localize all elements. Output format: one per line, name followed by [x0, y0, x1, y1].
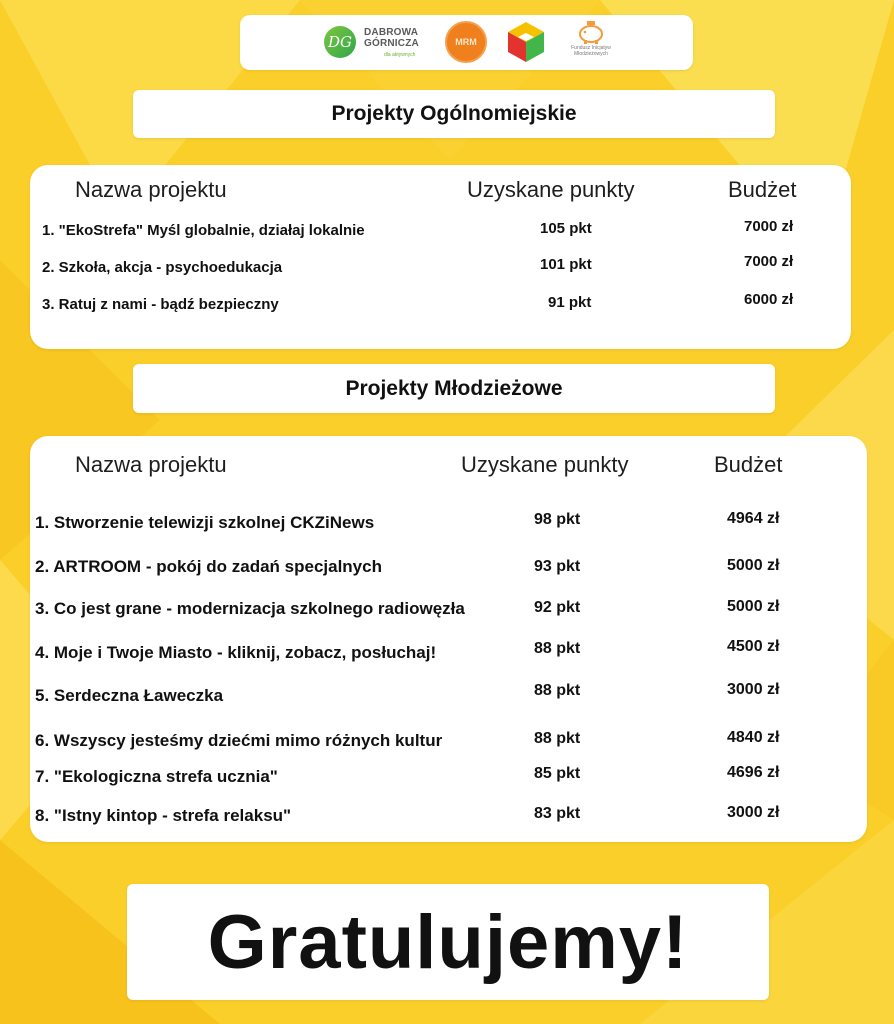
project-budget: 3000 zł	[727, 804, 780, 821]
project-points: 92 pkt	[534, 599, 581, 616]
project-budget: 5000 zł	[727, 557, 780, 574]
piggy-bank-icon	[576, 19, 606, 45]
citywide-projects-table	[30, 165, 851, 349]
project-name: 4. Moje i Twoje Miasto - kliknij, zobacz, posłuchaj!	[35, 643, 437, 662]
youth-projects-table	[30, 436, 867, 842]
project-name: 1. "EkoStrefa" Myśl globalnie, działaj lokalnie	[42, 222, 365, 239]
project-budget: 4696 zł	[727, 764, 780, 781]
project-points: 88 pkt	[534, 730, 581, 747]
column-header-points: Uzyskane punkty	[461, 452, 629, 477]
column-header-budget: Budżet	[728, 177, 797, 202]
project-budget: 7000 zł	[744, 253, 794, 270]
logos-bar	[240, 15, 693, 70]
mrm-logo: MRM	[445, 21, 487, 63]
project-budget: 4964 zł	[727, 510, 780, 527]
fund-wordmark: Fundusz Inicjatyw Młodzieżowych	[571, 45, 611, 57]
project-name: 6. Wszyscy jesteśmy dziećmi mimo różnych kultur	[35, 731, 443, 750]
dabrowa-gornicza-logo: DG	[324, 26, 356, 58]
project-name: 8. "Istny kintop - strefa relaksu"	[35, 806, 292, 825]
project-budget: 5000 zł	[727, 598, 780, 615]
project-name: 5. Serdeczna Ławeczka	[35, 686, 224, 705]
column-header-name: Nazwa projektu	[75, 452, 227, 477]
project-budget: 6000 zł	[744, 291, 794, 308]
column-header-budget: Budżet	[714, 452, 783, 477]
column-header-name: Nazwa projektu	[75, 177, 227, 202]
project-points: 91 pkt	[548, 294, 592, 311]
project-points: 85 pkt	[534, 765, 581, 782]
project-points: 88 pkt	[534, 640, 581, 657]
project-name: 1. Stworzenie telewizji szkolnej CKZiNews	[35, 513, 375, 532]
dabrowa-gornicza-wordmark: DABROWA GÓRNICZA	[364, 27, 419, 49]
project-name: 2. ARTROOM - pokój do zadań specjalnych	[35, 557, 382, 576]
section-title-youth: Projekty Młodzieżowe	[133, 364, 775, 413]
column-header-points: Uzyskane punkty	[467, 177, 635, 202]
project-budget: 7000 zł	[744, 218, 794, 235]
project-name: 3. Ratuj z nami - bądź bezpieczny	[42, 296, 279, 313]
project-budget: 4500 zł	[727, 638, 780, 655]
project-budget: 3000 zł	[727, 681, 780, 698]
cube-logo	[506, 20, 546, 64]
congratulations-banner	[127, 884, 769, 1000]
project-points: 93 pkt	[534, 558, 581, 575]
project-name: 7. "Ekologiczna strefa ucznia"	[35, 767, 278, 786]
project-points: 83 pkt	[534, 805, 581, 822]
project-name: 3. Co jest grane - modernizacja szkolnego radiowęzła	[35, 599, 465, 618]
project-points: 105 pkt	[540, 220, 592, 237]
project-points: 88 pkt	[534, 682, 581, 699]
project-points: 101 pkt	[540, 256, 592, 273]
congratulations-text: Gratulujemy!	[207, 899, 689, 985]
project-budget: 4840 zł	[727, 729, 780, 746]
dabrowa-tagline: dla aktywnych	[384, 52, 416, 58]
project-name: 2. Szkoła, akcja - psychoedukacja	[42, 259, 283, 276]
project-points: 98 pkt	[534, 511, 581, 528]
section-title-citywide: Projekty Ogólnomiejskie	[133, 90, 775, 138]
